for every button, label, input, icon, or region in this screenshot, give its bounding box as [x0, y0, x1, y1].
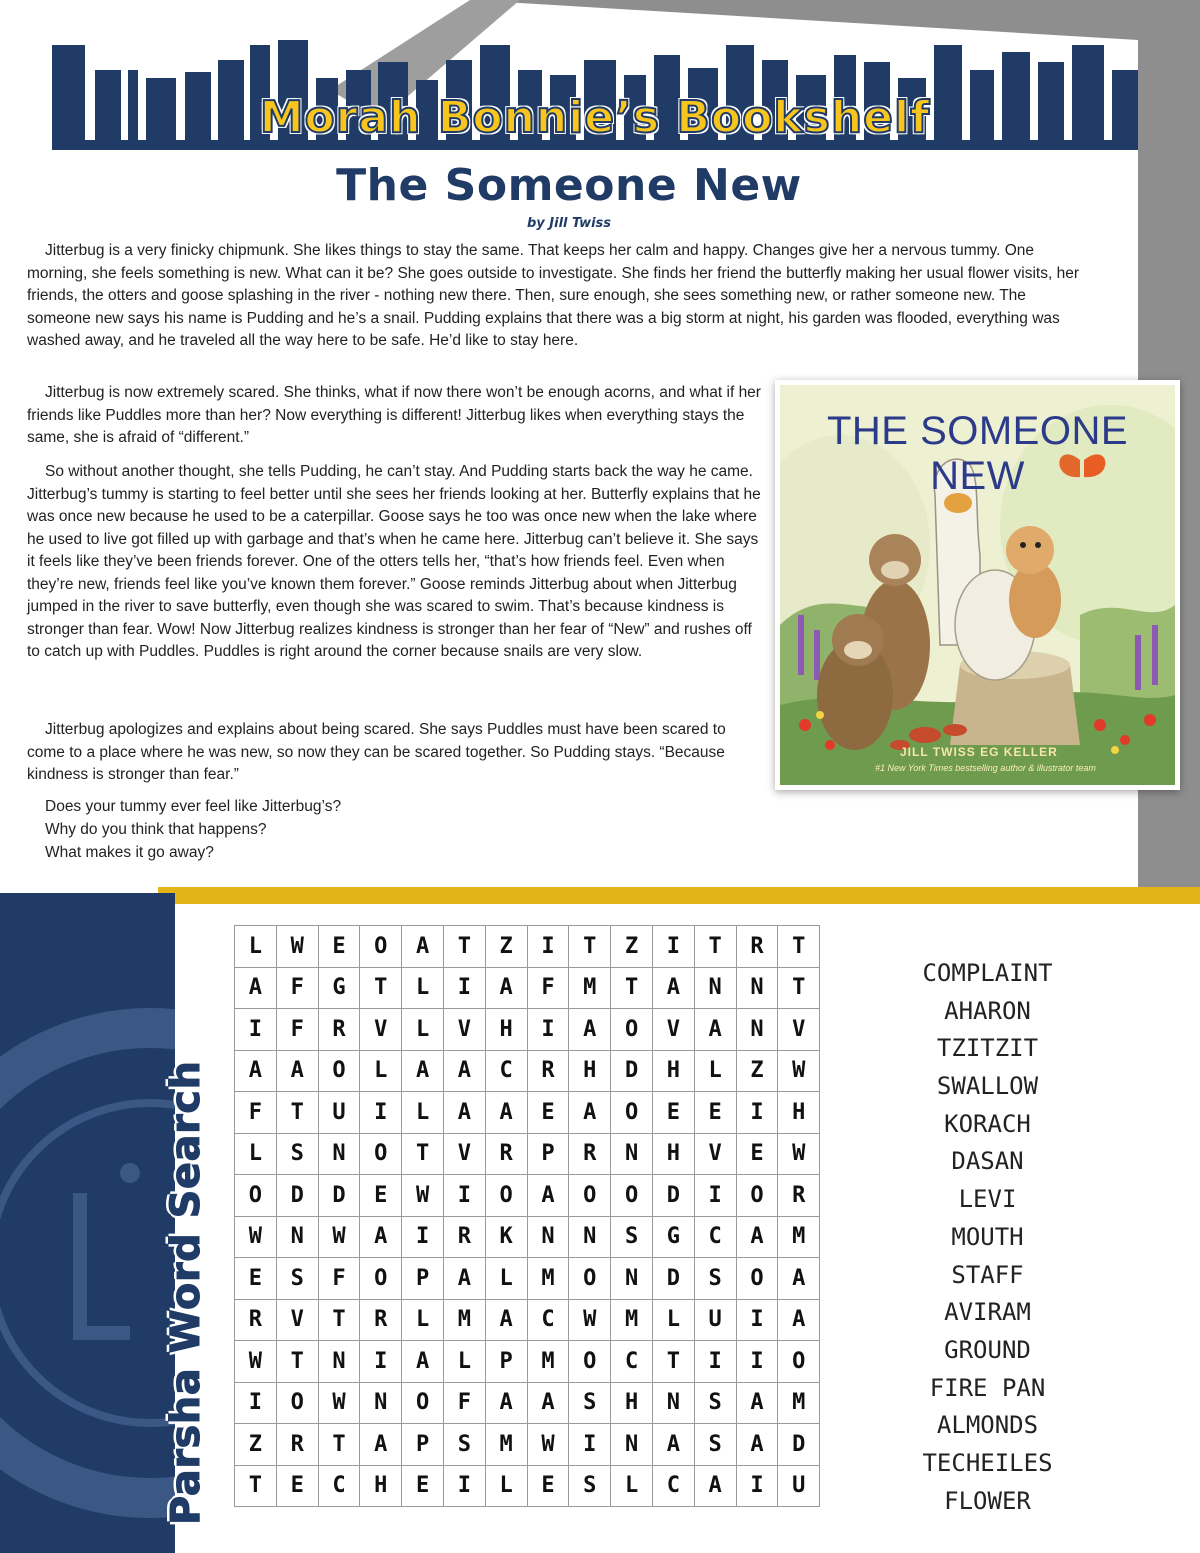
discussion-question: Why do you think that happens?: [45, 821, 267, 838]
grid-cell[interactable]: F: [276, 1009, 318, 1051]
grid-cell[interactable]: T: [778, 967, 820, 1009]
grid-cell[interactable]: F: [527, 967, 569, 1009]
grid-cell[interactable]: O: [360, 926, 402, 968]
grid-cell[interactable]: T: [694, 926, 736, 968]
grid-cell[interactable]: E: [402, 1465, 444, 1507]
grid-cell[interactable]: C: [527, 1299, 569, 1341]
grid-cell[interactable]: W: [235, 1216, 277, 1258]
word-list-item: AVIRAM: [944, 1298, 1031, 1327]
grid-cell[interactable]: L: [402, 967, 444, 1009]
grid-cell[interactable]: E: [736, 1133, 778, 1175]
grid-cell[interactable]: H: [652, 1050, 694, 1092]
grid-cell[interactable]: S: [694, 1258, 736, 1300]
grid-cell[interactable]: V: [443, 1009, 485, 1051]
grid-cell[interactable]: A: [778, 1299, 820, 1341]
grid-cell[interactable]: A: [235, 967, 277, 1009]
grid-cell[interactable]: I: [736, 1465, 778, 1507]
grid-cell[interactable]: W: [778, 1050, 820, 1092]
word-list-item: AHARON: [944, 996, 1031, 1025]
grid-cell[interactable]: Z: [485, 926, 527, 968]
grid-cell[interactable]: N: [611, 1258, 653, 1300]
grid-cell[interactable]: N: [569, 1216, 611, 1258]
grid-cell[interactable]: T: [652, 1341, 694, 1383]
word-list-item: FIRE PAN: [929, 1373, 1046, 1402]
grid-cell[interactable]: W: [778, 1133, 820, 1175]
grid-cell[interactable]: A: [527, 1175, 569, 1217]
grid-cell[interactable]: O: [611, 1175, 653, 1217]
grid-cell[interactable]: L: [360, 1050, 402, 1092]
grid-row: [235, 1465, 820, 1507]
grid-cell[interactable]: R: [360, 1299, 402, 1341]
grid-cell[interactable]: I: [736, 1299, 778, 1341]
grid-cell[interactable]: F: [235, 1092, 277, 1134]
grid-cell[interactable]: A: [443, 1050, 485, 1092]
grid-cell[interactable]: E: [318, 926, 360, 968]
grid-cell[interactable]: S: [276, 1133, 318, 1175]
grid-row: [235, 1424, 820, 1466]
grid-cell[interactable]: A: [694, 1465, 736, 1507]
grid-cell[interactable]: R: [778, 1175, 820, 1217]
grid-cell[interactable]: S: [694, 1424, 736, 1466]
word-search-title: Parsha Word Search: [163, 1060, 209, 1525]
grid-cell[interactable]: V: [360, 1009, 402, 1051]
grid-cell[interactable]: C: [611, 1341, 653, 1383]
grid-cell[interactable]: W: [569, 1299, 611, 1341]
word-list-item: MOUTH: [951, 1222, 1024, 1251]
grid-cell[interactable]: I: [527, 1009, 569, 1051]
grid-cell[interactable]: A: [443, 1258, 485, 1300]
word-list-item: KORACH: [944, 1109, 1031, 1138]
grid-cell[interactable]: O: [569, 1175, 611, 1217]
grid-cell[interactable]: W: [235, 1341, 277, 1383]
grid-cell[interactable]: D: [611, 1050, 653, 1092]
grid-cell[interactable]: O: [611, 1092, 653, 1134]
grid-cell[interactable]: I: [235, 1382, 277, 1424]
grid-cell[interactable]: C: [694, 1216, 736, 1258]
grid-cell[interactable]: A: [569, 1092, 611, 1134]
grid-cell[interactable]: W: [527, 1424, 569, 1466]
grid-cell[interactable]: N: [611, 1424, 653, 1466]
grid-cell[interactable]: W: [318, 1382, 360, 1424]
grid-cell[interactable]: T: [402, 1133, 444, 1175]
grid-cell[interactable]: E: [276, 1465, 318, 1507]
grid-cell[interactable]: R: [276, 1424, 318, 1466]
grid-cell[interactable]: R: [235, 1299, 277, 1341]
grid-cell[interactable]: O: [569, 1341, 611, 1383]
grid-cell[interactable]: I: [360, 1341, 402, 1383]
word-list-item: GROUND: [944, 1335, 1031, 1364]
grid-cell[interactable]: L: [485, 1465, 527, 1507]
grid-cell[interactable]: T: [235, 1465, 277, 1507]
grid-cell[interactable]: O: [360, 1133, 402, 1175]
grid-cell[interactable]: O: [235, 1175, 277, 1217]
seal-watermark-icon: [0, 893, 175, 1553]
word-list-item: ALMONDS: [936, 1411, 1039, 1440]
word-list: [900, 955, 1075, 1520]
grid-cell[interactable]: L: [402, 1092, 444, 1134]
grid-cell[interactable]: I: [360, 1092, 402, 1134]
grid-cell[interactable]: O: [736, 1175, 778, 1217]
grid-cell[interactable]: N: [318, 1341, 360, 1383]
grid-cell[interactable]: I: [569, 1424, 611, 1466]
grid-cell[interactable]: R: [318, 1009, 360, 1051]
discussion-question: Does your tummy ever feel like Jitterbug’s?: [45, 798, 342, 815]
grid-cell[interactable]: V: [652, 1009, 694, 1051]
word-list-item: SWALLOW: [936, 1072, 1039, 1101]
grid-cell[interactable]: Z: [611, 926, 653, 968]
word-list-item: STAFF: [951, 1260, 1024, 1289]
grid-cell[interactable]: N: [276, 1216, 318, 1258]
review-paragraph: So without another thought, she tells Pudding, he can’t stay. And Pudding starts back the way he came. Jitterbug’s tummy is starting to feel better until she sees her friends looking at her. Butterfly explains that he was once new because he used to be a caterpillar. Goose says he too was once new when the lake where he used to live got filled up with garbage and that’s when he came here. Jitterbug can’t believe it. She says it feels like they’ve been friends forever. One of the otters tells her, “that’s how friends feel. Even when they’re new, friends feel like you’ve known them forever.” Goose reminds Jitterbug about when Jitterbug jumped in the river to save butterfly, even though she was scared to swim. That’s because kindness is stronger than fear. Wow! Now Jitterbug realizes kindness is stronger than her fear of “New” and rushes off to catch up with Puddles. Puddles is right around the corner because snails are very slow.: [27, 463, 761, 660]
grid-row: [235, 1092, 820, 1134]
grid-row: [235, 1009, 820, 1051]
book-title: The Someone New: [336, 160, 802, 211]
grid-cell[interactable]: H: [778, 1092, 820, 1134]
grid-cell[interactable]: C: [485, 1050, 527, 1092]
word-list-item: FLOWER: [944, 1486, 1031, 1515]
grid-cell[interactable]: H: [611, 1382, 653, 1424]
grid-cell[interactable]: E: [527, 1465, 569, 1507]
grid-cell[interactable]: L: [402, 1299, 444, 1341]
grid-cell[interactable]: I: [402, 1216, 444, 1258]
grid-cell[interactable]: R: [485, 1133, 527, 1175]
grid-cell[interactable]: I: [736, 1341, 778, 1383]
grid-cell[interactable]: L: [235, 926, 277, 968]
grid-row: [235, 1175, 820, 1217]
grid-cell[interactable]: O: [611, 1009, 653, 1051]
grid-cell[interactable]: E: [652, 1092, 694, 1134]
grid-cell[interactable]: N: [736, 967, 778, 1009]
grid-cell[interactable]: C: [652, 1465, 694, 1507]
grid-cell[interactable]: T: [276, 1092, 318, 1134]
grid-cell[interactable]: M: [485, 1424, 527, 1466]
grid-cell[interactable]: H: [360, 1465, 402, 1507]
grid-cell[interactable]: N: [527, 1216, 569, 1258]
grid-cell[interactable]: N: [736, 1009, 778, 1051]
grid-cell[interactable]: F: [318, 1258, 360, 1300]
grid-cell[interactable]: E: [360, 1175, 402, 1217]
grid-cell[interactable]: M: [443, 1299, 485, 1341]
grid-cell[interactable]: L: [235, 1133, 277, 1175]
word-list-item: LEVI: [958, 1185, 1017, 1214]
grid-cell[interactable]: P: [527, 1133, 569, 1175]
grid-cell[interactable]: R: [443, 1216, 485, 1258]
grid-cell[interactable]: A: [569, 1009, 611, 1051]
review-paragraph: Jitterbug is now extremely scared. She thinks, what if now there won’t be enough acorns, and what if her friends like Puddles more than her? Now everything is different! Jitterbug likes when everything stays the same, she is afraid of “different.”: [27, 384, 761, 446]
grid-cell[interactable]: A: [402, 926, 444, 968]
grid-cell[interactable]: A: [736, 1216, 778, 1258]
grid-cell[interactable]: W: [276, 926, 318, 968]
grid-cell[interactable]: T: [443, 926, 485, 968]
grid-cell[interactable]: R: [569, 1133, 611, 1175]
grid-cell[interactable]: I: [527, 926, 569, 968]
grid-cell[interactable]: A: [443, 1092, 485, 1134]
grid-cell[interactable]: H: [569, 1050, 611, 1092]
grid-row: [235, 1216, 820, 1258]
grid-cell[interactable]: V: [778, 1009, 820, 1051]
grid-cell[interactable]: E: [527, 1092, 569, 1134]
grid-cell[interactable]: S: [694, 1382, 736, 1424]
grid-row: [235, 1133, 820, 1175]
grid-cell[interactable]: A: [360, 1424, 402, 1466]
grid-cell[interactable]: A: [276, 1050, 318, 1092]
grid-cell[interactable]: A: [402, 1341, 444, 1383]
grid-cell[interactable]: O: [360, 1258, 402, 1300]
grid-cell[interactable]: I: [235, 1009, 277, 1051]
grid-cell[interactable]: N: [652, 1382, 694, 1424]
grid-cell[interactable]: L: [611, 1465, 653, 1507]
grid-cell[interactable]: S: [611, 1216, 653, 1258]
grid-cell[interactable]: A: [736, 1424, 778, 1466]
grid-cell[interactable]: I: [443, 1465, 485, 1507]
grid-cell[interactable]: L: [443, 1341, 485, 1383]
word-list-item: COMPLAINT: [922, 959, 1053, 987]
grid-row: [235, 1299, 820, 1341]
grid-cell[interactable]: M: [527, 1258, 569, 1300]
grid-cell[interactable]: U: [318, 1092, 360, 1134]
grid-cell[interactable]: H: [652, 1133, 694, 1175]
grid-row: [235, 1382, 820, 1424]
grid-row: [235, 967, 820, 1009]
grid-cell[interactable]: O: [569, 1258, 611, 1300]
grid-cell[interactable]: M: [569, 967, 611, 1009]
grid-cell[interactable]: R: [527, 1050, 569, 1092]
grid-cell[interactable]: A: [485, 967, 527, 1009]
grid-cell[interactable]: I: [694, 1175, 736, 1217]
grid-cell[interactable]: P: [485, 1341, 527, 1383]
grid-cell[interactable]: L: [402, 1009, 444, 1051]
grid-cell[interactable]: T: [569, 926, 611, 968]
grid-cell[interactable]: D: [652, 1258, 694, 1300]
grid-cell[interactable]: N: [318, 1133, 360, 1175]
grid-cell[interactable]: U: [694, 1299, 736, 1341]
grid-cell[interactable]: T: [360, 967, 402, 1009]
word-list-item: TECHEILES: [922, 1448, 1053, 1477]
grid-cell[interactable]: D: [652, 1175, 694, 1217]
grid-cell[interactable]: C: [318, 1465, 360, 1507]
grid-row: [235, 1050, 820, 1092]
grid-cell[interactable]: E: [694, 1092, 736, 1134]
grid-cell[interactable]: O: [778, 1341, 820, 1383]
grid-cell[interactable]: W: [402, 1175, 444, 1217]
grid-cell[interactable]: D: [276, 1175, 318, 1217]
grid-cell[interactable]: D: [778, 1424, 820, 1466]
grid-cell[interactable]: L: [652, 1299, 694, 1341]
grid-cell[interactable]: T: [778, 926, 820, 968]
grid-cell[interactable]: K: [485, 1216, 527, 1258]
review-paragraph: Jitterbug apologizes and explains about being scared. She says Puddles must have been scared to come to a place where he was new, so now they can be scared together. So Pudding stays. “Because kindness is stronger than fear.”: [27, 721, 726, 783]
word-search-sidebar: [0, 893, 175, 1553]
grid-cell[interactable]: G: [318, 967, 360, 1009]
grid-cell[interactable]: A: [485, 1299, 527, 1341]
grid-cell[interactable]: P: [402, 1258, 444, 1300]
grid-cell[interactable]: A: [652, 1424, 694, 1466]
grid-cell[interactable]: S: [443, 1424, 485, 1466]
grid-cell[interactable]: O: [485, 1175, 527, 1217]
grid-cell[interactable]: N: [694, 967, 736, 1009]
grid-cell[interactable]: S: [569, 1382, 611, 1424]
grid-row: [235, 1341, 820, 1383]
grid-cell[interactable]: M: [611, 1299, 653, 1341]
grid-cell[interactable]: S: [569, 1465, 611, 1507]
grid-cell[interactable]: V: [694, 1133, 736, 1175]
cover-title: THE SOMEONE NEW: [826, 409, 1129, 498]
grid-cell[interactable]: Z: [235, 1424, 277, 1466]
grid-cell[interactable]: A: [694, 1009, 736, 1051]
grid-cell[interactable]: O: [736, 1258, 778, 1300]
grid-cell[interactable]: O: [276, 1382, 318, 1424]
grid-cell[interactable]: L: [485, 1258, 527, 1300]
grid-cell[interactable]: I: [694, 1341, 736, 1383]
grid-cell[interactable]: I: [736, 1092, 778, 1134]
grid-cell[interactable]: A: [360, 1216, 402, 1258]
grid-cell[interactable]: H: [485, 1009, 527, 1051]
grid-row: [235, 1258, 820, 1300]
grid-cell[interactable]: P: [402, 1424, 444, 1466]
grid-cell[interactable]: T: [276, 1341, 318, 1383]
grid-cell[interactable]: G: [652, 1216, 694, 1258]
discussion-question: What makes it go away?: [45, 844, 214, 861]
review-paragraph: Jitterbug is a very finicky chipmunk. She likes things to stay the same. That keeps her calm and happy. Changes give her a nervous tummy. One morning, she feels something is new. What can it be? She goes outside to investigate. She finds her friend the butterfly making her usual flower visits, her friends, the otters and goose splashing in the river - nothing new there. Then, sure enough, she sees something new, or rather someone new. The someone new says his name is Pudding and he’s a snail. Pudding explains that there was a big storm at night, his garden was flooded, everything was washed away, and he traveled all the way here to be safe. He’d like to stay here.: [27, 242, 1079, 349]
grid-cell[interactable]: M: [778, 1216, 820, 1258]
grid-cell[interactable]: O: [402, 1382, 444, 1424]
grid-cell[interactable]: N: [611, 1133, 653, 1175]
grid-cell[interactable]: E: [235, 1258, 277, 1300]
grid-cell[interactable]: I: [443, 1175, 485, 1217]
grid-cell[interactable]: A: [485, 1382, 527, 1424]
word-search-grid: [234, 925, 820, 1507]
grid-cell[interactable]: S: [276, 1258, 318, 1300]
word-list-item: TZITZIT: [936, 1034, 1039, 1063]
grid-cell[interactable]: V: [276, 1299, 318, 1341]
grid-cell[interactable]: I: [652, 926, 694, 968]
grid-cell[interactable]: A: [736, 1382, 778, 1424]
grid-cell[interactable]: T: [611, 967, 653, 1009]
grid-cell[interactable]: A: [235, 1050, 277, 1092]
grid-cell[interactable]: V: [443, 1133, 485, 1175]
grid-cell[interactable]: Z: [736, 1050, 778, 1092]
grid-cell[interactable]: A: [402, 1050, 444, 1092]
grid-cell[interactable]: A: [652, 967, 694, 1009]
cover-authors: JILL TWISS EG KELLER: [900, 745, 1058, 759]
grid-cell[interactable]: I: [443, 967, 485, 1009]
grid-cell[interactable]: W: [318, 1216, 360, 1258]
grid-cell[interactable]: F: [443, 1382, 485, 1424]
grid-cell[interactable]: N: [360, 1382, 402, 1424]
grid-cell[interactable]: D: [318, 1175, 360, 1217]
grid-cell[interactable]: R: [736, 926, 778, 968]
grid-cell[interactable]: M: [527, 1341, 569, 1383]
cover-tagline: #1 New York Times bestselling author & illustrator team: [875, 763, 1096, 773]
grid-cell[interactable]: F: [276, 967, 318, 1009]
book-byline: by Jill Twiss: [526, 216, 612, 231]
grid-cell[interactable]: A: [778, 1258, 820, 1300]
grid-cell[interactable]: L: [694, 1050, 736, 1092]
grid-cell[interactable]: T: [318, 1424, 360, 1466]
book-cover: [780, 385, 1175, 785]
banner-title: Morah Bonnie’s Bookshelf: [259, 92, 931, 143]
grid-cell[interactable]: U: [778, 1465, 820, 1507]
grid-cell[interactable]: M: [778, 1382, 820, 1424]
grid-row: [235, 926, 820, 968]
grid-cell[interactable]: T: [318, 1299, 360, 1341]
word-list-item: DASAN: [951, 1147, 1024, 1176]
grid-cell[interactable]: A: [527, 1382, 569, 1424]
grid-cell[interactable]: O: [318, 1050, 360, 1092]
grid-cell[interactable]: A: [485, 1092, 527, 1134]
